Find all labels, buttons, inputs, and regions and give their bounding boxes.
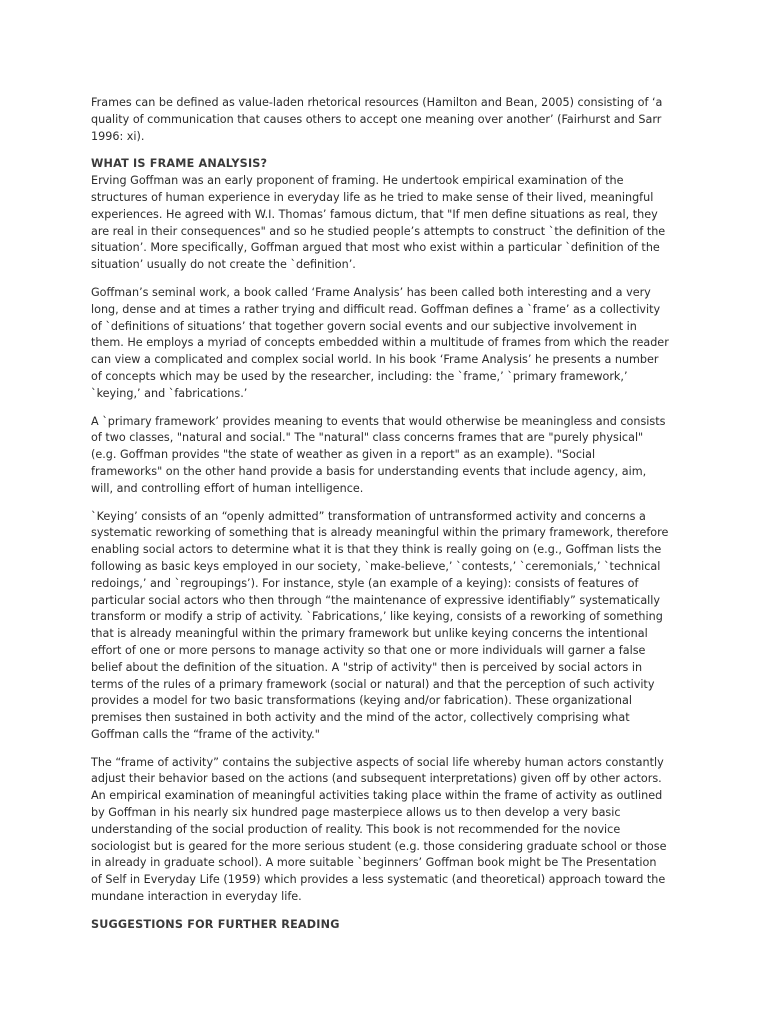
- text-line: (e.g. Goffman provides "the state of weather as given in a report" as an example). "Social: [91, 448, 596, 462]
- text-line: following as basic keys employed in our society, `make-believe,’ `contests,’ `ceremonials,’ `technical: [91, 559, 661, 573]
- text-line: premises then sustained in both activity and the mind of the actor, collectively comprising what: [91, 711, 630, 725]
- text-line: belief about the definition of the situation. A "strip of activity" then is perceived by social actors in: [91, 660, 643, 674]
- text-line: systematic reworking of something that is already meaningful within the primary framework, therefore: [91, 526, 669, 540]
- text-line: quality of communication that causes others to accept one meaning over another’ (Fairhurst and Sarr: [91, 112, 662, 126]
- text-line: transform or modify a strip of activity. `Fabrications,’ like keying, consists of a reworking of something: [91, 610, 663, 624]
- text-line: Frames can be defined as value-laden rhetorical resources (Hamilton and Bean, 2005) consisting of ‘a: [91, 96, 663, 109]
- text-line: situation’. More specifically, Goffman argued that most who exist within a particular `definition of the: [91, 241, 660, 255]
- text-line: An empirical examination of meaningful activities taking place within the frame of activity as outlined: [91, 789, 663, 803]
- text-line: provides a model for two basic transformations (keying and/or fabrication). These organizational: [91, 694, 632, 708]
- text-line: Erving Goffman was an early proponent of framing. He undertook empirical examination of the: [91, 174, 624, 188]
- text-line: adjust their behavior based on the actions (and subsequent interpretations) given off by other actors.: [91, 772, 662, 786]
- text-line: of `definitions of situations’ that together govern social events and our subjective involvement in: [91, 319, 637, 333]
- text-line: particular social actors who then through “the maintenance of expressive identifiably” systematically: [91, 593, 661, 607]
- text-line: long, dense and at times a rather trying and difficult read. Goffman defines a `frame’ as a collectivity: [91, 302, 661, 316]
- section-heading-frame-analysis: WHAT IS FRAME ANALYSIS?: [91, 157, 268, 171]
- paragraph-goffman-intro: [91, 173, 679, 274]
- text-line: by Goffman in his nearly six hundred page masterpiece allows us to then develop a very basic: [91, 806, 621, 820]
- text-line: Goffman’s seminal work, a book called ‘Frame Analysis’ has been called both interesting and a very: [91, 285, 651, 299]
- section-heading-further-reading: SUGGESTIONS FOR FURTHER READING: [91, 917, 340, 931]
- text-line: `keying,’ and `fabrications.’: [91, 386, 248, 400]
- text-line: of Self in Everyday Life (1959) which provides a less systematic (and theoretical) approach toward the: [91, 873, 666, 887]
- text-line: mundane interaction in everyday life.: [91, 890, 302, 904]
- text-line: experiences. He agreed with W.I. Thomas’ famous dictum, that "If men define situations as real, they: [91, 207, 658, 221]
- paragraph-frame-of-activity: [91, 755, 679, 906]
- text-line: terms of the rules of a primary framework (social or natural) and that the perception of such activity: [91, 677, 655, 691]
- text-line: `Keying’ consists of an “openly admitted” transformation of untransformed activity and concerns a: [91, 509, 646, 523]
- text-line: frameworks" on the other hand provide a basis for understanding events that include agency, aim,: [91, 464, 647, 478]
- text-line: of two classes, "natural and social." The "natural" class concerns frames that are "purely physical": [91, 431, 644, 445]
- text-line: A `primary framework’ provides meaning to events that would otherwise be meaningless and consists: [91, 414, 666, 428]
- text-line: them. He employs a myriad of concepts embedded within a multitude of frames from which the reader: [91, 336, 669, 350]
- text-line: understanding of the social production of reality. This book is not recommended for the novice: [91, 822, 621, 836]
- text-line: effort of one or more persons to manage activity so that one or more individuals will garner a false: [91, 643, 646, 657]
- paragraph-primary-framework: [91, 414, 679, 498]
- paragraph-keying: [91, 509, 679, 744]
- document-page: [91, 95, 679, 934]
- text-line: redoings,’ and `regroupings’). For instance, style (an example of a keying): consists of features of: [91, 576, 639, 590]
- text-line: 1996: xi).: [91, 129, 145, 143]
- paragraph-seminal-work: [91, 285, 679, 403]
- text-line: will, and controlling effort of human intelligence.: [91, 481, 364, 495]
- text-line: Goffman calls the “frame of the activity.": [91, 727, 320, 741]
- text-line: that is already meaningful within the primary framework but unlike keying concerns the intentional: [91, 627, 648, 641]
- text-line: structures of human experience in everyday life as he tried to make sense of their lived, meaningful: [91, 190, 654, 204]
- text-line: are real in their consequences" and so he studied people’s attempts to construct `the definition of the: [91, 224, 666, 238]
- text-line: The “frame of activity” contains the subjective aspects of social life whereby human actors constantly: [91, 755, 664, 769]
- text-line: in already in graduate school). A more suitable `beginners’ Goffman book might be The Presentation: [91, 856, 657, 870]
- text-line: situation’ usually do not create the `definition’.: [91, 258, 356, 272]
- text-line: of concepts which may be used by the researcher, including: the `frame,’ `primary framework,’: [91, 369, 628, 383]
- text-line: enabling social actors to determine what it is that they think is really going on (e.g., Goffman lists the: [91, 543, 662, 557]
- intro-paragraph: [91, 95, 679, 145]
- text-line: sociologist but is geared for the more serious student (e.g. those considering graduate school or those: [91, 839, 667, 853]
- text-line: can view a complicated and complex social world. In his book ‘Frame Analysis’ he presents a number: [91, 353, 659, 367]
